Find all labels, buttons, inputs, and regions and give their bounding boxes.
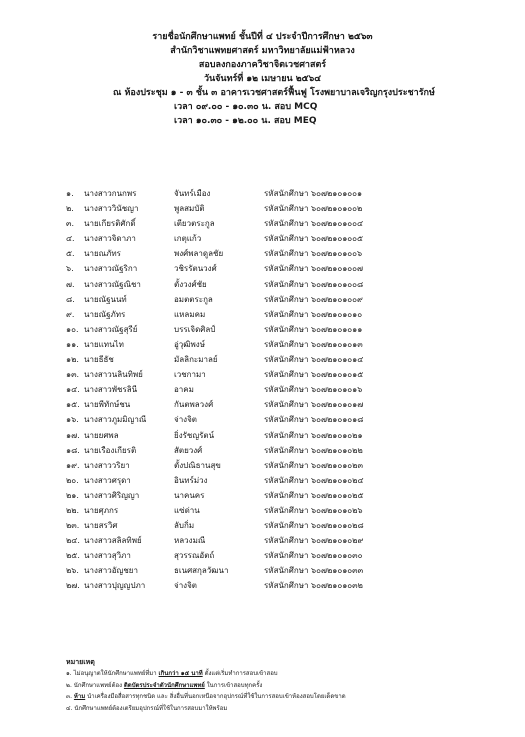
student-last-name: ตั้งวงศ์ชัย — [174, 279, 207, 289]
student-first-name: นายเกียรติศักดิ์ — [84, 219, 136, 229]
student-id: รหัสนักศึกษา ๖๐๗๒๑๐๑๐๒๙ — [264, 536, 364, 546]
student-id: รหัสนักศึกษา ๖๐๗๒๑๐๑๐๒๑ — [264, 430, 363, 440]
note-text: ๑. ไม่อนุญาตให้นักศึกษาแพทย์ที่มา — [66, 670, 159, 677]
student-last-name: กันตพลวงศ์ — [174, 400, 214, 410]
student-number: ๒. — [66, 204, 74, 214]
note-text: ตั้งแต่เริ่มทำการสอบเข้าสอบ — [202, 670, 278, 677]
student-row — [66, 307, 486, 322]
student-number: ๘. — [66, 294, 75, 304]
student-row — [66, 231, 486, 246]
student-list — [66, 186, 486, 594]
student-id: รหัสนักศึกษา ๖๐๗๒๑๐๑๐๒๓ — [264, 460, 363, 470]
student-id: รหัสนักศึกษา ๖๐๗๒๑๐๑๐๓๐ — [264, 551, 363, 561]
student-row — [66, 488, 486, 503]
student-number: ๗. — [66, 279, 75, 289]
student-row — [66, 533, 486, 548]
student-row — [66, 261, 486, 276]
student-first-name: นายยศพล — [84, 430, 119, 440]
student-number: ๑๘. — [66, 445, 80, 455]
student-last-name: อมตตระกูล — [174, 294, 213, 304]
student-number: ๙. — [66, 309, 75, 319]
student-last-name: เตียวตระกูล — [174, 219, 215, 229]
student-id: รหัสนักศึกษา ๖๐๗๒๑๐๑๐๐๒ — [264, 204, 363, 214]
student-last-name: บรรเจิดศิลป์ — [174, 324, 216, 334]
student-first-name: นายแทนไท — [84, 339, 124, 349]
student-id: รหัสนักศึกษา ๖๐๗๒๑๐๑๐๓๓ — [264, 566, 364, 576]
student-last-name: สุวรรณอัตถ์ — [174, 551, 215, 561]
note-text: ๓. — [66, 693, 74, 700]
student-first-name: นางสาวจิดาภา — [84, 234, 136, 244]
student-last-name: ลับกิ่ม — [174, 521, 195, 531]
student-number: ๑๙. — [66, 460, 80, 470]
student-id: รหัสนักศึกษา ๖๐๗๒๑๐๑๐๑๐ — [264, 309, 363, 319]
student-id: รหัสนักศึกษา ๖๐๗๒๑๐๑๐๐๔ — [264, 219, 364, 229]
student-id: รหัสนักศึกษา ๖๐๗๒๑๐๑๐๑๔ — [264, 355, 364, 365]
student-row — [66, 412, 486, 427]
student-row — [66, 337, 486, 352]
student-id: รหัสนักศึกษา ๖๐๗๒๑๐๑๐๑๕ — [264, 370, 364, 380]
note-emphasis: ติดบัตรประจำตัวนักศึกษาแพทย์ — [123, 681, 205, 689]
student-number: ๒๗. — [66, 581, 80, 591]
mcq-time-line: เวลา ๐๙.๐๐ - ๑๐.๓๐ น. สอบ MCQ — [174, 102, 318, 112]
student-row — [66, 518, 486, 533]
school-line: สำนักวิชาแพทยศาสตร์ มหาวิทยาลัยแม่ฟ้าหลวง — [170, 46, 355, 56]
student-first-name: นายพีทักษ์ชน — [84, 400, 131, 410]
exam-line: สอบลงกองภาควิชาจิตเวชศาสตร์ — [198, 60, 327, 70]
student-number: ๒๔. — [66, 536, 80, 546]
note-emphasis: เกินกว่า ๑๕ นาที — [158, 670, 203, 677]
student-id: รหัสนักศึกษา ๖๐๗๒๑๐๑๐๒๒ — [264, 445, 363, 455]
student-last-name: เกตุแก้ว — [174, 234, 202, 244]
student-number: ๑๖. — [66, 415, 79, 425]
student-first-name: นางสาวปุญญปภา — [84, 581, 146, 591]
student-last-name: สัตยวงศ์ — [174, 445, 203, 455]
student-last-name: อู่วุฒิพงษ์ — [174, 339, 205, 349]
student-id: รหัสนักศึกษา ๖๐๗๒๑๐๑๐๒๘ — [264, 521, 364, 531]
student-first-name: นางสาวภูมมิญาณี — [84, 415, 147, 425]
student-id: รหัสนักศึกษา ๖๐๗๒๑๐๑๐๐๑ — [264, 189, 363, 198]
student-first-name: นางสาววินัชญา — [84, 204, 139, 214]
student-first-name: นายณัฐนนท์ — [84, 294, 127, 304]
student-row — [66, 428, 486, 443]
notes-title: หมายเหตุ — [66, 658, 95, 666]
student-row — [66, 246, 486, 261]
student-row — [66, 186, 486, 201]
student-number: ๔. — [66, 234, 75, 244]
student-number: ๑๑. — [66, 339, 79, 349]
student-first-name: นางสาวศิริญญา — [84, 490, 140, 500]
student-first-name: นางสาวอัญชยา — [84, 566, 138, 576]
student-row — [66, 397, 486, 412]
student-id: รหัสนักศึกษา ๖๐๗๒๑๐๑๐๐๘ — [264, 279, 364, 289]
date-line: วันจันทร์ที่ ๑๒ เมษายน ๒๕๖๔ — [203, 74, 322, 84]
student-id: รหัสนักศึกษา ๖๐๗๒๑๐๑๐๒๖ — [264, 505, 363, 515]
student-number: ๑๗. — [66, 430, 80, 440]
student-first-name: นางสาวณัฐณิชา — [84, 279, 141, 289]
note-item — [66, 691, 506, 703]
student-number: ๑. — [66, 189, 74, 198]
student-row — [66, 563, 486, 578]
student-row — [66, 292, 486, 307]
student-number: ๓. — [66, 219, 75, 229]
student-last-name: วชิรรัตนวงศ์ — [174, 264, 217, 274]
student-id: รหัสนักศึกษา ๖๐๗๒๑๐๑๐๑๗ — [264, 400, 364, 410]
student-number: ๒๒. — [66, 505, 80, 515]
student-first-name: นางสาวพัชรลินี — [84, 385, 138, 395]
student-last-name: ยิ่งรัชญรัตน์ — [174, 430, 215, 440]
student-row — [66, 277, 486, 292]
student-id: รหัสนักศึกษา ๖๐๗๒๑๐๑๐๐๗ — [264, 264, 364, 274]
student-row — [66, 458, 486, 473]
student-first-name: นายสรวิศ — [84, 521, 118, 531]
student-last-name: หลวงมณี — [174, 536, 206, 546]
note-emphasis: ห้าม — [73, 693, 86, 700]
student-last-name: มัลลิกะมาลย์ — [174, 355, 218, 365]
notes-section — [66, 656, 506, 714]
document-header — [0, 30, 525, 128]
student-last-name: อาคม — [174, 385, 194, 395]
student-id: รหัสนักศึกษา ๖๐๗๒๑๐๑๐๐๕ — [264, 234, 364, 244]
student-last-name: พูลสมบัติ — [174, 204, 205, 214]
student-number: ๒๓. — [66, 521, 80, 531]
student-id: รหัสนักศึกษา ๖๐๗๒๑๐๑๐๑๘ — [264, 415, 364, 425]
note-text: นำเครื่องมือสื่อสารทุกชนิด และ สิ่งอื่นที่นอกเหนือจากอุปกรณ์ที่ใช้ในการสอบเข้าห้องสอบโดยเด็ดขาด — [85, 693, 346, 700]
note-item — [66, 680, 506, 692]
meq-time-line: เวลา ๑๐.๓๐ - ๑๒.๐๐ น. สอบ MEQ — [174, 116, 317, 126]
student-number: ๒๐. — [66, 475, 79, 485]
student-first-name: นางสาวณัฐริกา — [84, 264, 138, 274]
student-last-name: ตั้งปณิธานสุข — [174, 460, 221, 470]
note-item — [66, 668, 506, 680]
student-last-name: แหลมคม — [174, 309, 206, 319]
student-row — [66, 367, 486, 382]
student-id: รหัสนักศึกษา ๖๐๗๒๑๐๑๐๑๖ — [264, 385, 363, 395]
student-first-name: นายณัฐภัทร — [84, 309, 126, 319]
student-number: ๑๐. — [66, 324, 79, 334]
note-item: ๔. นักศึกษาแพทย์ต้องเตรียมอุปกรณ์ที่ใช้ในการสอบมาให้พร้อม — [66, 704, 228, 712]
student-row — [66, 322, 486, 337]
student-id: รหัสนักศึกษา ๖๐๗๒๑๐๑๐๒๕ — [264, 490, 364, 500]
student-last-name: นาคนคร — [174, 490, 205, 500]
student-first-name: นายศุภกร — [84, 505, 119, 515]
student-first-name: นางสาวสลิลทิพย์ — [84, 536, 142, 546]
student-last-name: จ่างจิต — [174, 415, 197, 425]
student-first-name: นางสาวศรุดา — [84, 475, 131, 485]
student-id: รหัสนักศึกษา ๖๐๗๒๑๐๑๐๓๒ — [264, 581, 363, 591]
student-row — [66, 548, 486, 563]
student-id: รหัสนักศึกษา ๖๐๗๒๑๐๑๐๐๖ — [264, 249, 363, 259]
student-number: ๑๔. — [66, 385, 80, 395]
student-row — [66, 216, 486, 231]
student-first-name: นางสาววริยา — [84, 460, 130, 470]
note-text: ๒. นักศึกษาแพทย์ต้อง — [66, 681, 124, 689]
student-number: ๑๒. — [66, 355, 79, 365]
student-number: ๑๕. — [66, 400, 80, 410]
student-last-name: เวชกามา — [174, 370, 206, 380]
student-first-name: นางสาวณัฐสุรีย์ — [84, 324, 138, 334]
student-number: ๖. — [66, 264, 74, 274]
student-id: รหัสนักศึกษา ๖๐๗๒๑๐๑๐๒๔ — [264, 475, 364, 485]
venue-line: ณ ห้องประชุม ๑ - ๓ ชั้น ๓ อาคารเวชศาสตร์ฟื้นฟู โรงพยาบาลเจริญกรุงประชารักษ์ — [113, 88, 435, 98]
student-number: ๒๕. — [66, 551, 80, 561]
student-first-name: นางสาวนลินทิพย์ — [84, 370, 143, 380]
student-last-name: แซ่ด่าน — [174, 505, 200, 515]
student-row — [66, 201, 486, 216]
student-last-name: พงศ์พลาดูลชัย — [174, 249, 224, 259]
student-number: ๒๑. — [66, 490, 79, 500]
student-id: รหัสนักศึกษา ๖๐๗๒๑๐๑๐๑๑ — [264, 324, 363, 334]
student-last-name: จันทร์เมือง — [174, 189, 211, 198]
note-text: ในการเข้าสอบทุกครั้ง — [204, 681, 263, 689]
student-number: ๑๓. — [66, 370, 80, 380]
student-row — [66, 443, 486, 458]
student-last-name: ธเนศสกุลวัฒนา — [174, 566, 229, 576]
title-line: รายชื่อนักศึกษาแพทย์ ชั้นปีที่ ๔ ประจำปีการศึกษา ๒๕๖๓ — [152, 32, 373, 42]
student-first-name: นายณภัทร — [84, 249, 121, 259]
student-row — [66, 503, 486, 518]
student-first-name: นางสาวกนกพร — [84, 189, 137, 198]
student-number: ๕. — [66, 249, 75, 259]
student-id: รหัสนักศึกษา ๖๐๗๒๑๐๑๐๐๙ — [264, 294, 363, 304]
student-row — [66, 578, 486, 593]
student-row — [66, 382, 486, 397]
student-first-name: นายธีธัช — [84, 355, 114, 365]
student-number: ๒๖. — [66, 566, 79, 576]
student-last-name: จ่างจิต — [174, 581, 197, 591]
student-last-name: อินทร์ม่วง — [174, 475, 208, 485]
student-first-name: นายเรืองเกียรติ — [84, 445, 137, 455]
student-row — [66, 473, 486, 488]
student-first-name: นางสาวสุวิภา — [84, 551, 131, 561]
student-id: รหัสนักศึกษา ๖๐๗๒๑๐๑๐๑๓ — [264, 339, 363, 349]
student-row — [66, 352, 486, 367]
